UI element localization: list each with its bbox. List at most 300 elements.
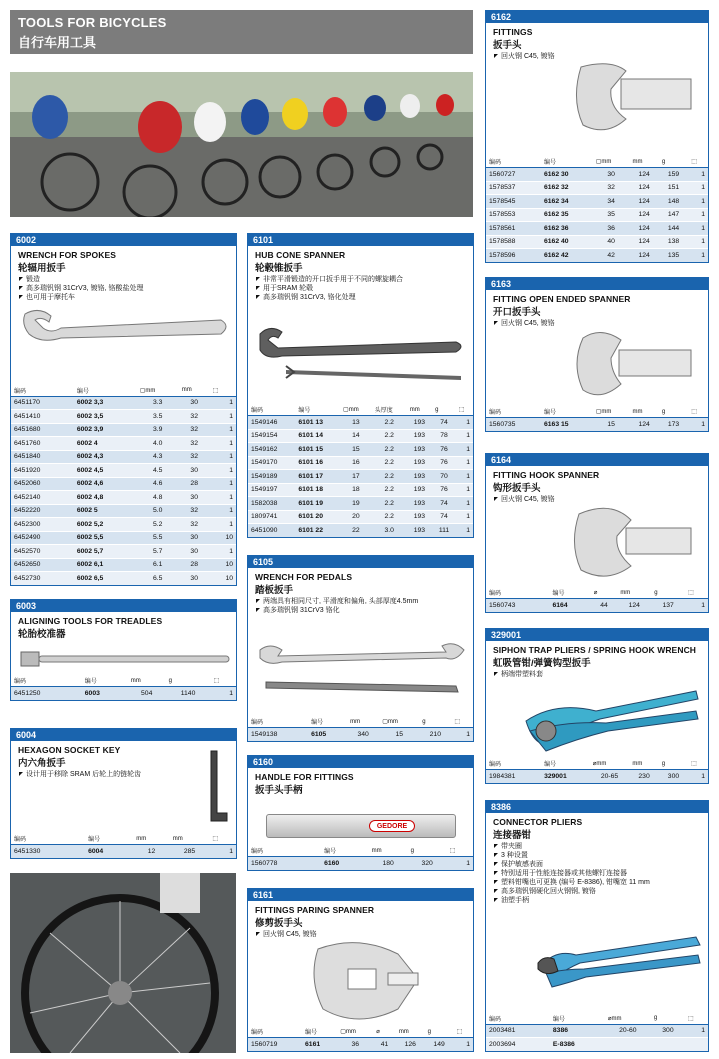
table-cell: 5.7 (137, 545, 179, 559)
table-cell: 230 (629, 770, 658, 784)
product-name-cn: 轮胎校准器 (18, 629, 66, 640)
table-cell: 10 (210, 531, 236, 545)
table-cell: 4.5 (137, 464, 179, 478)
table-row (248, 1038, 473, 1052)
column-header: 编码 (486, 1013, 550, 1024)
table-cell: 1 (210, 545, 236, 559)
column-header: mm (617, 588, 651, 599)
table-cell: 193 (407, 443, 432, 457)
table-cell: 2.2 (372, 456, 407, 470)
table-cell: 6452060 (11, 477, 74, 491)
product-code: 6105 (248, 556, 473, 568)
table-row (486, 181, 708, 195)
table-row (486, 1024, 708, 1038)
table-cell: 6101 17 (295, 470, 340, 484)
product-6003 (10, 599, 237, 701)
column-header: g (432, 405, 456, 416)
column-header: 编码 (248, 717, 308, 728)
spec-table (11, 385, 236, 585)
column-header: mm (629, 759, 658, 770)
feature: 两端具有相同尺寸, 平滑度和偏角, 头部厚度4.5mm (255, 597, 466, 606)
hook-spanner-image (571, 504, 701, 584)
table-cell: 1 (688, 208, 708, 222)
product-6004 (10, 728, 237, 859)
spec-table (248, 405, 473, 538)
table-row (11, 491, 236, 505)
spec-table (248, 846, 473, 871)
product-name-cn: 踏板扳手 (255, 585, 294, 596)
product-code: 6003 (11, 600, 236, 612)
product-name-cn: 钩形扳手头 (493, 483, 541, 494)
table-cell: 124 (629, 235, 658, 249)
table-cell: 6105 (308, 728, 347, 742)
product-name: FITTING OPEN ENDED SPANNER (493, 294, 631, 304)
open-ended-spanner-image (571, 326, 701, 406)
product-name: FITTINGS PARING SPANNER (255, 905, 375, 915)
column-header: 编码 (11, 834, 85, 845)
table-cell (605, 1038, 651, 1052)
table-cell: 2.2 (372, 416, 407, 430)
table-cell: 6002 3,9 (74, 423, 137, 437)
table-cell: 173 (659, 418, 688, 432)
column-header: g (166, 676, 211, 687)
table-cell: 16 (340, 456, 372, 470)
table-cell: 6.1 (137, 558, 179, 572)
table-cell: 1 (209, 845, 236, 859)
table-cell: 30 (179, 396, 210, 410)
feature: 设计用于移除 SRAM 后轮上的链轮齿 (18, 770, 229, 779)
table-row (248, 483, 473, 497)
table-cell: 4.6 (137, 477, 179, 491)
table-cell: 6101 14 (295, 429, 340, 443)
catalog-title-cn: 自行车用工具 (18, 35, 97, 50)
table-cell: 6101 22 (295, 524, 340, 538)
table-cell: 32 (593, 181, 630, 195)
column-header: 编号 (541, 407, 593, 418)
product-6162 (485, 10, 709, 263)
table-cell: 1 (688, 249, 708, 263)
table-cell: 13 (340, 416, 372, 430)
product-name-cn: 虹吸管钳/弹簧钩型扳手 (493, 658, 591, 669)
table-cell: 6003 (82, 687, 128, 701)
column-header: mm (347, 717, 379, 728)
column-header: 编号 (541, 759, 590, 770)
table-row (486, 235, 708, 249)
table-cell: 320 (408, 857, 447, 871)
table-row (486, 208, 708, 222)
table-cell: 193 (407, 497, 432, 511)
table-cell: 1 (456, 443, 473, 457)
table-cell: 6002 6,1 (74, 558, 137, 572)
table-cell: 180 (369, 857, 408, 871)
table-cell: 148 (659, 195, 688, 209)
spec-table (11, 676, 236, 701)
column-header: mm (629, 407, 658, 418)
table-cell: 1 (210, 491, 236, 505)
column-header: 编码 (248, 846, 321, 857)
table-cell: 1 (688, 235, 708, 249)
column-header: 编号 (302, 1027, 337, 1038)
feature: 回火钢 C45, 镀铬 (493, 52, 701, 61)
table-cell: 6101 16 (295, 456, 340, 470)
table-row (248, 510, 473, 524)
table-cell: 4.3 (137, 450, 179, 464)
column-header: ▢mm (340, 405, 372, 416)
catalog-title-en: TOOLS FOR BICYCLES (18, 15, 167, 30)
table-cell: 32 (179, 504, 210, 518)
column-header: ▢mm (337, 1027, 373, 1038)
table-cell: 1 (456, 456, 473, 470)
product-name-cn: 轮毂锥扳手 (255, 263, 303, 274)
table-cell: 2.2 (372, 510, 407, 524)
table-cell: 76 (432, 456, 456, 470)
table-cell: 1560727 (486, 168, 541, 182)
table-row (11, 477, 236, 491)
table-row (11, 558, 236, 572)
table-row (11, 396, 236, 410)
column-header: 编码 (486, 759, 541, 770)
table-cell: 1 (210, 437, 236, 451)
spec-table (486, 588, 708, 613)
table-cell: 144 (659, 222, 688, 236)
table-cell: 74 (432, 497, 456, 511)
table-cell: 193 (407, 524, 432, 538)
table-cell: 6002 3,5 (74, 410, 137, 424)
feature: 带夹圈 (493, 842, 701, 851)
product-name: SIPHON TRAP PLIERS / SPRING HOOK WRENCH (493, 645, 697, 655)
column-header: 编码 (248, 1027, 302, 1038)
column-header: ⬚ (688, 759, 708, 770)
table-cell: 6002 4,5 (74, 464, 137, 478)
column-header: 编码 (248, 405, 295, 416)
table-cell: 1 (210, 410, 236, 424)
table-cell: 1 (210, 396, 236, 410)
table-cell: 20 (340, 510, 372, 524)
table-cell: 6002 4,3 (74, 450, 137, 464)
column-header: ⬚ (447, 846, 473, 857)
table-row (11, 410, 236, 424)
column-header: g (651, 1013, 685, 1024)
table-row (248, 857, 473, 871)
table-cell: 285 (170, 845, 210, 859)
table-cell: 30 (179, 572, 210, 586)
product-name: CONNECTOR PLIERS (493, 817, 583, 827)
table-cell: 124 (629, 249, 658, 263)
table-cell: 1 (688, 195, 708, 209)
cyclists-photo (10, 72, 473, 217)
table-cell: 76 (432, 483, 456, 497)
column-header: 编号 (295, 405, 340, 416)
table-cell: 1 (451, 728, 473, 742)
table-cell: 1578545 (486, 195, 541, 209)
table-row (11, 531, 236, 545)
product-6160 (247, 755, 474, 871)
column-header: 编码 (11, 385, 74, 396)
column-header: 编号 (85, 834, 133, 845)
spoke-wrench-image (21, 306, 231, 346)
table-cell: 36 (337, 1038, 373, 1052)
table-cell: 5.2 (137, 518, 179, 532)
product-name: WRENCH FOR SPOKES (18, 250, 117, 260)
table-cell: 193 (407, 416, 432, 430)
table-cell (651, 1038, 685, 1052)
product-code: 6164 (486, 454, 708, 466)
table-cell: 6162 42 (541, 249, 593, 263)
column-header: g (425, 1027, 454, 1038)
product-name: HUB CONE SPANNER (255, 250, 346, 260)
column-header: 编码 (486, 407, 541, 418)
table-cell: 1 (688, 418, 708, 432)
table-cell: 32 (179, 450, 210, 464)
table-cell: 6002 5,2 (74, 518, 137, 532)
table-cell: 1 (688, 168, 708, 182)
table-cell: 6101 19 (295, 497, 340, 511)
fittings-image (571, 59, 701, 139)
table-cell: 6452730 (11, 572, 74, 586)
table-cell: 74 (432, 510, 456, 524)
table-cell: 6452650 (11, 558, 74, 572)
table-cell: 1 (688, 181, 708, 195)
table-cell: 6101 15 (295, 443, 340, 457)
feature: 用于SRAM 轮毂 (255, 284, 466, 293)
table-cell: 8386 (550, 1024, 605, 1038)
table-cell: 1984381 (486, 770, 541, 784)
feature: 回火钢 C45, 镀铬 (493, 495, 701, 504)
product-name: HEXAGON SOCKET KEY (18, 745, 121, 755)
column-header: mm (128, 676, 166, 687)
column-header: mm (133, 834, 170, 845)
table-cell: 4.8 (137, 491, 179, 505)
table-row (11, 504, 236, 518)
table-cell: 124 (629, 181, 658, 195)
column-header: ⌀ (373, 1027, 396, 1038)
table-cell: 1 (211, 687, 236, 701)
siphon-pliers-image (516, 681, 701, 756)
table-cell: 44 (591, 599, 618, 613)
product-code: 6160 (248, 756, 473, 768)
table-cell: 124 (629, 418, 658, 432)
table-cell: E-8386 (550, 1038, 605, 1052)
table-cell: 6163 15 (541, 418, 593, 432)
column-header: ⬚ (210, 385, 236, 396)
product-name-cn: 扳手头手柄 (255, 785, 303, 796)
table-cell: 6101 20 (295, 510, 340, 524)
table-cell: 124 (629, 208, 658, 222)
table-row (486, 222, 708, 236)
column-header: mm (396, 1027, 425, 1038)
table-cell: 1 (688, 770, 708, 784)
column-header: ⬚ (456, 405, 473, 416)
table-row (11, 545, 236, 559)
table-cell: 149 (425, 1038, 454, 1052)
feature: 柄端带塑料套 (493, 670, 701, 679)
table-row (486, 249, 708, 263)
table-cell: 40 (593, 235, 630, 249)
column-header: ⬚ (209, 834, 236, 845)
column-header: 编号 (550, 1013, 605, 1024)
table-row (11, 437, 236, 451)
table-cell: 300 (659, 770, 688, 784)
feature: 高多瑞钒钢 31CrV3 铬化 (255, 606, 466, 615)
table-cell: 6451760 (11, 437, 74, 451)
table-cell: 28 (179, 477, 210, 491)
table-cell: 2.2 (372, 443, 407, 457)
feature: 油塑手柄 (493, 896, 701, 905)
table-cell: 3.9 (137, 423, 179, 437)
table-cell: 137 (651, 599, 685, 613)
table-cell: 1549170 (248, 456, 295, 470)
table-cell (685, 1038, 708, 1052)
product-name-cn: 扳手头 (493, 40, 522, 51)
table-cell: 1578588 (486, 235, 541, 249)
column-header: g (659, 157, 688, 168)
table-cell: 1 (210, 450, 236, 464)
column-header: g (651, 588, 685, 599)
product-name: FITTING HOOK SPANNER (493, 470, 600, 480)
table-cell: 15 (340, 443, 372, 457)
spec-table (486, 407, 708, 432)
table-cell: 2.2 (372, 470, 407, 484)
table-cell: 1582038 (248, 497, 295, 511)
table-cell: 1560719 (248, 1038, 302, 1052)
table-row (248, 443, 473, 457)
hex-key-image (201, 749, 231, 829)
table-cell: 6002 4,6 (74, 477, 137, 491)
table-cell: 76 (432, 443, 456, 457)
table-cell: 1560743 (486, 599, 549, 613)
table-cell: 6162 34 (541, 195, 593, 209)
product-6161 (247, 888, 474, 1052)
column-header: ▢mm (137, 385, 179, 396)
hub-cone-spanner-image (256, 322, 468, 382)
table-cell: 1 (210, 464, 236, 478)
column-header: ⬚ (451, 717, 473, 728)
table-cell: 5.5 (137, 531, 179, 545)
table-cell: 6004 (85, 845, 133, 859)
table-cell: 1 (210, 423, 236, 437)
table-cell: 300 (651, 1024, 685, 1038)
table-cell: 4.0 (137, 437, 179, 451)
table-cell: 41 (373, 1038, 396, 1052)
table-cell: 1549162 (248, 443, 295, 457)
table-cell: 1 (454, 1038, 473, 1052)
table-cell: 340 (347, 728, 379, 742)
table-cell: 1549146 (248, 416, 295, 430)
table-row (11, 464, 236, 478)
table-cell: 193 (407, 456, 432, 470)
table-cell: 2.2 (372, 483, 407, 497)
table-row (486, 195, 708, 209)
table-cell: 20-65 (590, 770, 630, 784)
column-header: ⌀ (591, 588, 618, 599)
column-header: mm (407, 405, 432, 416)
table-cell: 1578553 (486, 208, 541, 222)
column-header: 编码 (486, 588, 549, 599)
table-cell: 32 (179, 437, 210, 451)
table-row (11, 450, 236, 464)
spec-table (11, 834, 236, 859)
table-cell: 78 (432, 429, 456, 443)
table-cell: 124 (629, 195, 658, 209)
table-cell: 6.5 (137, 572, 179, 586)
product-code: 6004 (11, 729, 236, 741)
table-cell: 70 (432, 470, 456, 484)
column-header: 编码 (486, 157, 541, 168)
table-cell: 124 (629, 168, 658, 182)
product-name: WRENCH FOR PEDALS (255, 572, 353, 582)
table-cell: 2.2 (372, 429, 407, 443)
column-header: 编号 (74, 385, 137, 396)
table-cell: 138 (659, 235, 688, 249)
table-cell: 30 (179, 491, 210, 505)
table-cell: 1 (210, 518, 236, 532)
table-cell: 17 (340, 470, 372, 484)
column-header: mm (629, 157, 658, 168)
table-cell: 10 (210, 558, 236, 572)
product-name: HANDLE FOR FITTINGS (255, 772, 354, 782)
column-header: 编号 (308, 717, 347, 728)
product-8386 (485, 800, 709, 1052)
table-cell: 6002 5,5 (74, 531, 137, 545)
table-cell: 1 (685, 599, 708, 613)
table-cell: 2.2 (372, 497, 407, 511)
table-cell: 1140 (166, 687, 211, 701)
table-cell: 6162 36 (541, 222, 593, 236)
table-row (248, 416, 473, 430)
table-row (248, 429, 473, 443)
table-cell: 22 (340, 524, 372, 538)
product-name-cn: 连接器钳 (493, 830, 532, 841)
table-cell: 35 (593, 208, 630, 222)
column-header: 头厚度 (372, 405, 407, 416)
product-name-cn: 修剪扳手头 (255, 918, 303, 929)
table-cell: 6451250 (11, 687, 82, 701)
feature: 高多瑞钒钢 31CrV3, 镀铬, 铬酸盐处理 (18, 284, 229, 293)
table-cell: 34 (593, 195, 630, 209)
product-6101 (247, 233, 474, 538)
table-cell: 1 (210, 477, 236, 491)
feature: 3 种设置 (493, 851, 701, 860)
column-header: ⬚ (685, 1013, 708, 1024)
table-row (486, 418, 708, 432)
table-cell: 1549189 (248, 470, 295, 484)
column-header: g (659, 407, 688, 418)
table-cell: 6451330 (11, 845, 85, 859)
table-cell: 6162 30 (541, 168, 593, 182)
column-header: ⌀mm (590, 759, 630, 770)
table-cell: 1578537 (486, 181, 541, 195)
table-row (248, 470, 473, 484)
table-cell: 32 (179, 423, 210, 437)
product-329001 (485, 628, 709, 784)
bike-wheel-photo (10, 873, 236, 1053)
column-header: ⬚ (688, 407, 708, 418)
connector-pliers-image (536, 929, 704, 991)
table-cell: 193 (407, 429, 432, 443)
column-header: ▢mm (379, 717, 419, 728)
table-row (248, 456, 473, 470)
feature: 高多瑞钒钢硬化回火钢钢, 镀铬 (493, 887, 701, 896)
column-header: ⬚ (454, 1027, 473, 1038)
table-cell: 32 (179, 518, 210, 532)
table-row (486, 770, 708, 784)
aligning-tool-image (19, 648, 234, 670)
column-header: 编号 (321, 846, 369, 857)
feature: 高多瑞钒钢 31CrV3, 铬化处理 (255, 293, 466, 302)
column-header: 编号 (549, 588, 590, 599)
feature: 锻造 (18, 275, 229, 284)
feature: 非常平滑锻造的开口扳手用于不同的螺旋耦合 (255, 275, 466, 284)
